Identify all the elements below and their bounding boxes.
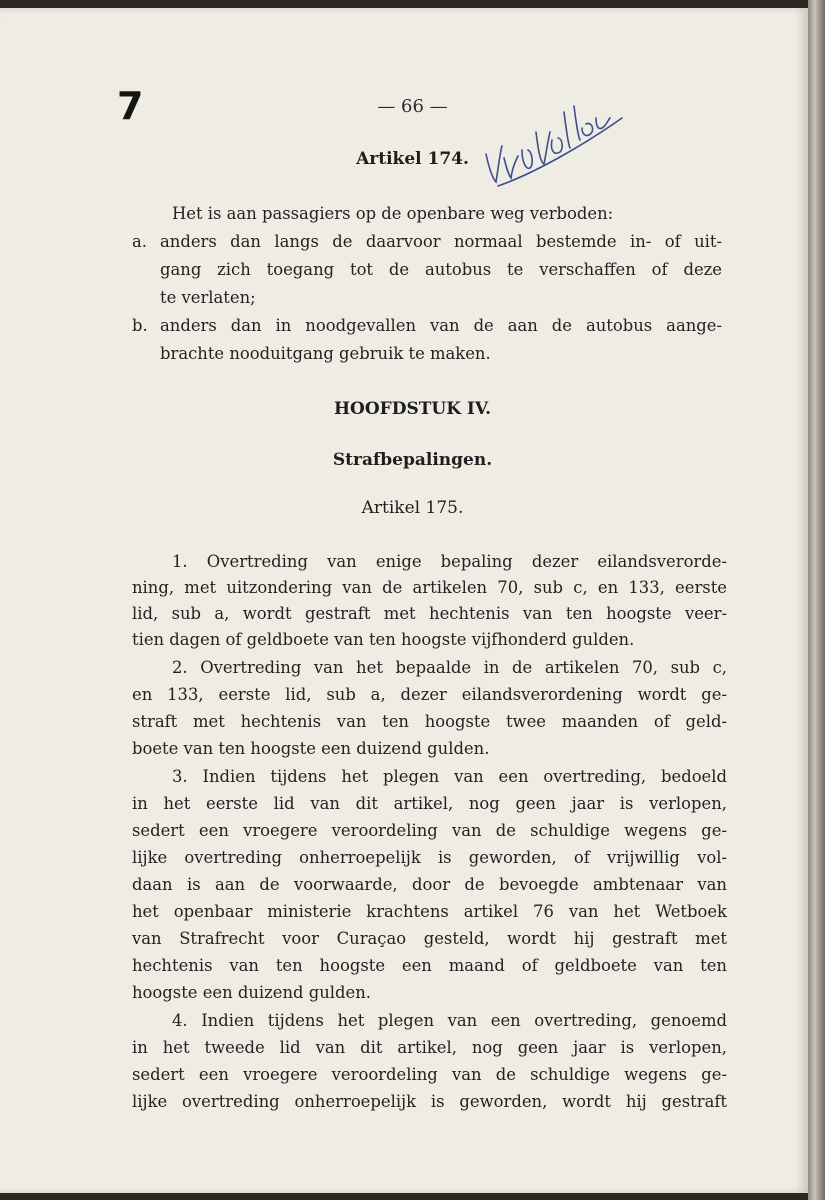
paragraph-3-line: hechtenis van ten hoogste een maand of geldboete van ten xyxy=(132,956,727,975)
paragraph-3-line: hoogste een duizend gulden. xyxy=(132,983,371,1002)
paragraph-2-line: 2. Overtreding van het bepaalde in de artikelen 70, sub c, xyxy=(172,658,727,677)
item-b-marker: b. xyxy=(132,316,148,335)
paragraph-2-line: straft met hechtenis van ten hoogste twee maanden of geld- xyxy=(132,712,727,731)
page-edge xyxy=(808,0,825,1200)
paragraph-3-line: daan is aan de voorwaarde, door de bevoegde ambtenaar van xyxy=(132,875,727,894)
item-a-line: gang zich toegang tot de autobus te verschaffen of deze xyxy=(160,260,722,279)
paragraph-3-line: van Strafrecht voor Curaçao gesteld, wordt hij gestraft met xyxy=(132,929,727,948)
paragraph-4-line: 4. Indien tijdens het plegen van een overtreding, genoemd xyxy=(172,1011,727,1030)
paragraph-2-line: en 133, eerste lid, sub a, dezer eilandsverordening wordt ge- xyxy=(132,685,727,704)
handwritten-signature xyxy=(478,92,628,192)
article-174-title: Artikel 174. xyxy=(356,149,469,169)
article-175-title: Artikel 175. xyxy=(361,498,464,518)
paragraph-3-line: 3. Indien tijdens het plegen van een overtreding, bedoeld xyxy=(172,767,727,786)
paragraph-1-line: lid, sub a, wordt gestraft met hechtenis van ten hoogste veer- xyxy=(132,604,727,623)
paragraph-3-line: het openbaar ministerie krachtens artikel 76 van het Wetboek xyxy=(132,902,727,921)
item-a-line: te verlaten; xyxy=(160,288,256,307)
paragraph-1-line: 1. Overtreding van enige bepaling dezer eilandsverorde- xyxy=(172,552,727,571)
paragraph-4-line: sedert een vroegere veroordeling van de schuldige wegens ge- xyxy=(132,1065,727,1084)
paragraph-2-line: boete van ten hoogste een duizend gulden. xyxy=(132,739,490,758)
paragraph-3-line: lijke overtreding onherroepelijk is geworden, of vrijwillig vol- xyxy=(132,848,727,867)
item-a-line: anders dan langs de daarvoor normaal bestemde in- of uit- xyxy=(160,232,722,251)
paragraph-4-line: in het tweede lid van dit artikel, nog geen jaar is verlopen, xyxy=(132,1038,727,1057)
paragraph-4-line: lijke overtreding onherroepelijk is geworden, wordt hij gestraft xyxy=(132,1092,727,1111)
item-b-line: anders dan in noodgevallen van de aan de autobus aange- xyxy=(160,316,722,335)
paragraph-3-line: in het eerste lid van dit artikel, nog geen jaar is verlopen, xyxy=(132,794,727,813)
page-number: — 66 — xyxy=(377,96,448,117)
item-b-line: brachte nooduitgang gebruik te maken. xyxy=(160,344,491,363)
chapter-title: HOOFDSTUK IV. xyxy=(333,399,492,419)
paragraph-3-line: sedert een vroegere veroordeling van de schuldige wegens ge- xyxy=(132,821,727,840)
paragraph-1-line: tien dagen of geldboete van ten hoogste vijfhonderd gulden. xyxy=(132,630,635,649)
item-a-marker: a. xyxy=(132,232,147,251)
paragraph-1-line: ning, met uitzondering van de artikelen 70, sub c, en 133, eerste xyxy=(132,578,727,597)
article-174-intro: Het is aan passagiers op de openbare weg verboden: xyxy=(172,204,614,223)
chapter-subtitle: Strafbepalingen. xyxy=(332,450,493,470)
folio-mark: 7 xyxy=(117,84,144,128)
